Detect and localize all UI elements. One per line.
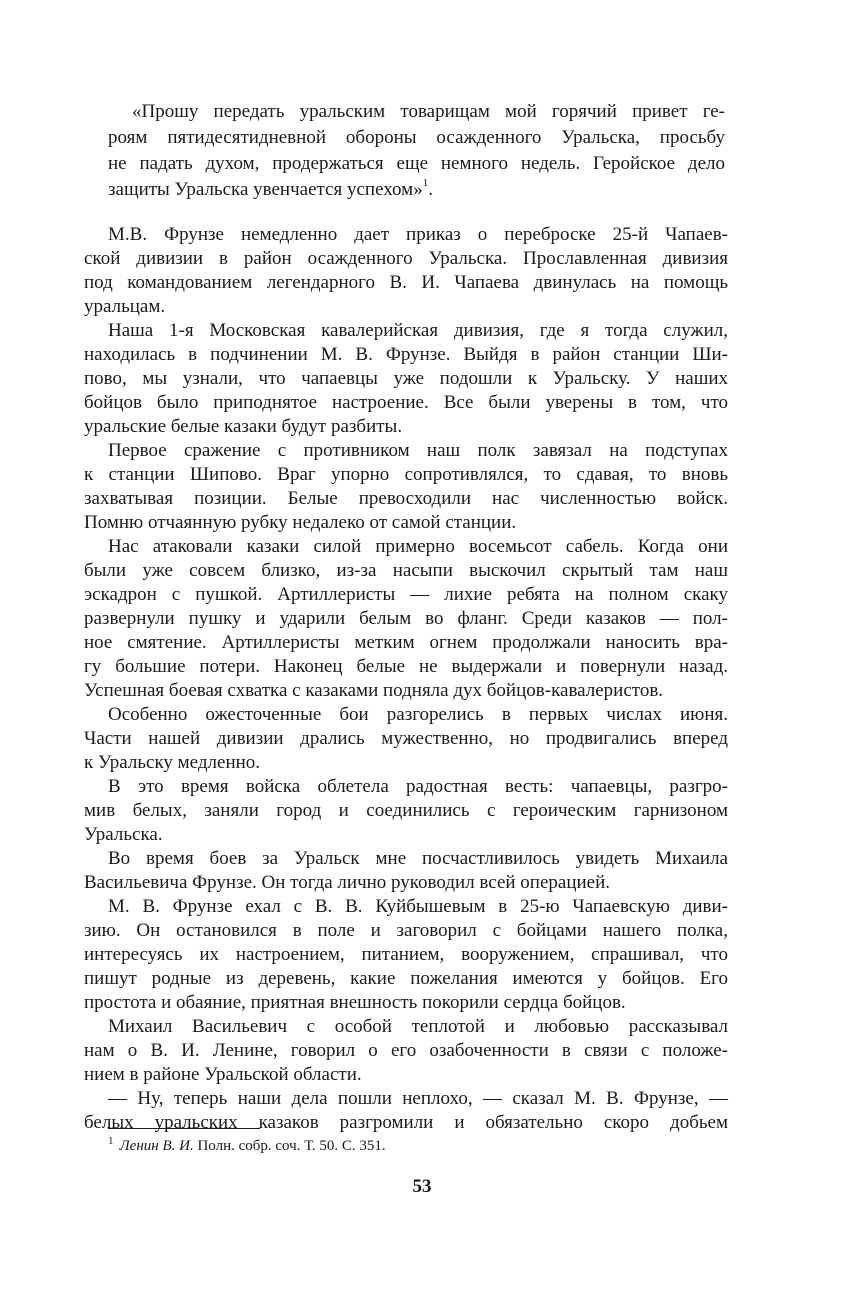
- paragraph-line: находилась в подчинении М. В. Фрунзе. Выйдя в район станции Ши-: [84, 344, 728, 365]
- paragraph-line: нием в районе Уральской области.: [84, 1064, 362, 1085]
- paragraph-line: мив белых, заняли город и соединились с героическим гарнизоном: [84, 800, 728, 821]
- footnote-reference: 1: [422, 177, 429, 189]
- page-number: 53: [412, 1176, 432, 1197]
- paragraph-line: уральцам.: [84, 296, 166, 317]
- footnote-author: Ленин В. И.: [119, 1138, 194, 1154]
- paragraph-line: М.В. Фрунзе немедленно дает приказ о переброске 25-й Чапаев-: [108, 224, 728, 245]
- paragraph-line: зию. Он остановился в поле и заговорил с бойцами нашего полка,: [84, 920, 728, 941]
- quote-line: «Прошу передать уральским товарищам мой горячий привет ге-: [132, 101, 725, 122]
- quote-last-line: [108, 178, 725, 202]
- paragraph-line: Уральска.: [84, 824, 163, 845]
- paragraph-line: Успешная боевая схватка с казаками подняла дух бойцов-кавалеристов.: [84, 680, 664, 701]
- paragraph-line: М. В. Фрунзе ехал с В. В. Куйбышевым в 25-ю Чапаевскую диви-: [108, 896, 728, 917]
- paragraph-line: В это время войска облетела радостная весть: чапаевцы, разгро-: [108, 776, 728, 797]
- paragraph-line: захватывая позиции. Белые превосходили нас численностью войск.: [84, 488, 728, 509]
- paragraph-line: Части нашей дивизии дрались мужественно, но продвигались вперед: [84, 728, 728, 749]
- paragraph-line: эскадрон с пушкой. Артиллеристы — лихие ребята на полном скаку: [84, 584, 728, 605]
- paragraph-line: нам о В. И. Ленине, говорил о его озабоченности в связи с положе-: [84, 1040, 728, 1061]
- paragraph-line: гу большие потери. Наконец белые не выдержали и повернули назад.: [84, 656, 728, 677]
- footnote: [108, 1136, 386, 1156]
- paragraph-line: были уже совсем близко, из-за насыпи выскочил скрытый там наш: [84, 560, 728, 581]
- paragraph-line: к станции Шипово. Враг упорно сопротивлялся, то сдавая, то вновь: [84, 464, 728, 485]
- paragraph-line: Первое сражение с противником наш полк завязал на подступах: [108, 440, 728, 461]
- paragraph-line: бойцов было приподнятое настроение. Все были уверены в том, что: [84, 392, 728, 413]
- quote-line: защиты Уральска увенчается успехом»: [108, 179, 423, 200]
- paragraph-line: интересуясь их настроением, питанием, вооружением, спрашивал, что: [84, 944, 728, 965]
- paragraph-line: ской дивизии в район осажденного Уральска. Прославленная дивизия: [84, 248, 728, 269]
- paragraph-line: Наша 1-я Московская кавалерийская дивизия, где я тогда служил,: [108, 320, 728, 341]
- footnote-divider: [108, 1128, 260, 1129]
- paragraph-line: Помню отчаянную рубку недалеко от самой станции.: [84, 512, 517, 533]
- paragraph-line: под командованием легендарного В. И. Чапаева двинулась на помощь: [84, 272, 728, 293]
- paragraph-line: простота и обаяние, приятная внешность покорили сердца бойцов.: [84, 992, 626, 1013]
- paragraph-line: пишут родные из деревень, какие пожелания имеются у бойцов. Его: [84, 968, 728, 989]
- paragraph-line: пово, мы узнали, что чапаевцы уже подошли к Уральску. У наших: [84, 368, 728, 389]
- quote-end-punct: .: [428, 179, 433, 200]
- paragraph-line: — Ну, теперь наши дела пошли неплохо, — сказал М. В. Фрунзе, —: [108, 1088, 728, 1109]
- paragraph-line: к Уральску медленно.: [84, 752, 261, 773]
- paragraph-line: белых уральских казаков разгромили и обязательно скоро добьем: [84, 1112, 728, 1133]
- footnote-marker: 1: [108, 1135, 114, 1147]
- paragraph-line: Во время боев за Уральск мне посчастливилось увидеть Михаила: [108, 848, 728, 869]
- paragraph-line: развернули пушку и ударили белым во фланг. Среди казаков — пол-: [84, 608, 728, 629]
- quote-line: роям пятидесятидневной обороны осажденного Уральска, просьбу: [108, 127, 725, 148]
- paragraph-line: Михаил Васильевич с особой теплотой и любовью рассказывал: [108, 1016, 728, 1037]
- footnote-text: Полн. собр. соч. Т. 50. С. 351.: [197, 1138, 386, 1154]
- paragraph-line: Нас атаковали казаки силой примерно восемьсот сабель. Когда они: [108, 536, 728, 557]
- quote-line: не падать духом, продержаться еще немного недель. Геройское дело: [108, 153, 725, 174]
- paragraph-line: ное смятение. Артиллеристы метким огнем продолжали наносить вра-: [84, 632, 728, 653]
- paragraph-line: уральские белые казаки будут разбиты.: [84, 416, 403, 437]
- paragraph-line: Особенно ожесточенные бои разгорелись в первых числах июня.: [108, 704, 728, 725]
- paragraph-line: Васильевича Фрунзе. Он тогда лично руководил всей операцией.: [84, 872, 611, 893]
